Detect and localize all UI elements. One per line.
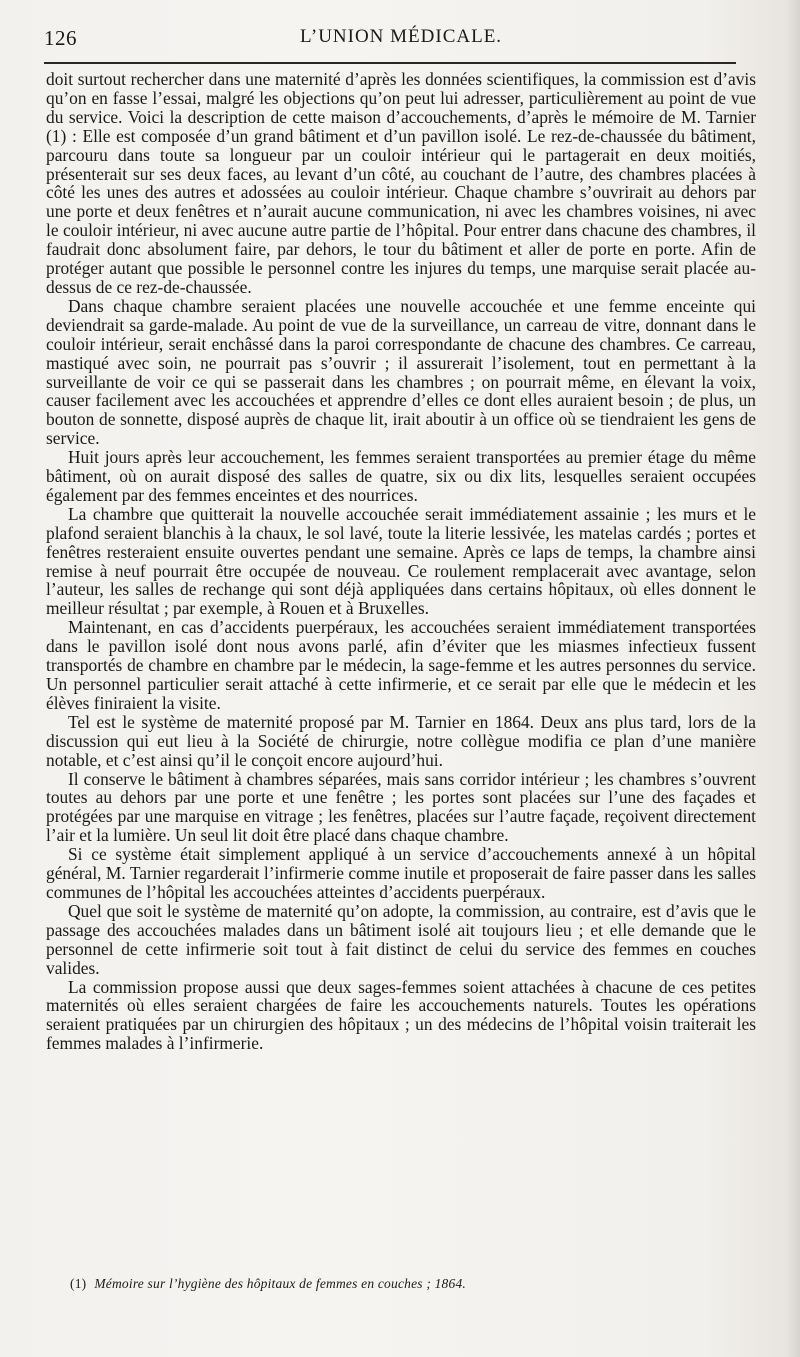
page-edge-shadow [786,0,800,1357]
page-number: 126 [44,26,77,50]
header-rule [44,62,736,64]
paragraph: La chambre que quitterait la nouvelle accouchée serait immédiatement assainie ; les murs et le plafond seraient blanchis à la chaux, le sol lavé, toute la literie lessivée, les matelas cardés ; portes et fenêtres resteraient ensuite ouvertes pendant une semaine. Après ce laps de temps, la chambre ainsi remise à neuf pourrait être occupée de nouveau. Ce roulement remplacerait avec avantage, selon l’auteur, les salles de rechange qui sont déjà appliquées dans certains hôpitaux, où elles donnent le meilleur résultat ; par exemple, à Rouen et à Bruxelles. [46,503,756,619]
footnote-text: Mémoire sur l’hygiène des hôpitaux de femmes en couches ; 1864. [94,1276,466,1291]
paragraph: Huit jours après leur accouchement, les femmes seraient transportées au premier étage du même bâtiment, où on aurait disposé des salles de quatre, six ou dix lits, lesquelles seraient occupées également par des femmes enceintes et des nourrices. [46,447,756,505]
paragraph: Si ce système était simplement appliqué à un service d’accouchements annexé à un hôpital général, M. Tarnier regarderait l’infirmerie comme inutile et proposerait de faire passer dans les salles communes de l’hôpital les accouchées atteintes d’accidents puerpéraux. [46,844,756,902]
paragraph: Dans chaque chambre seraient placées une nouvelle accouchée et une femme enceinte qui deviendrait sa garde-malade. Au point de vue de la surveillance, un carreau de vitre, donnant dans le couloir intérieur, serait enchâssé dans la paroi correspondante de chacune des chambres. Ce carreau, mastiqué avec soin, ne pourrait pas s’ouvrir ; il assurerait l’isolement, tout en permettant à la surveillante de voir ce qui se passerait dans les chambres ; on pourrait même, en élevant la voix, causer facilement avec les accouchées et apprendre d’elles ce dont elles auraient besoin ; de plus, un bouton de sonnette, disposé auprès de chaque lit, irait aboutir à un office où se tiendraient les gens de service. [46,295,756,449]
running-title: L’UNION MÉDICALE. [300,26,503,47]
footnote [70,1276,750,1292]
page-header [44,26,736,60]
footnote-marker: (1) [70,1276,87,1291]
paragraph: doit surtout rechercher dans une maternité d’après les données scientifiques, la commission est d’avis qu’on en fasse l’essai, malgré les objections qu’on peut lui adresser, particulièrement au point de vue du service. Voici la description de cette maison d’accouchements, d’après le mémoire de M. Tarnier (1) : Elle est composée d’un grand bâtiment et d’un pavillon isolé. Le rez-de-chaussée du bâtiment, parcouru dans toute sa longueur par un couloir intérieur qui le partagerait en deux moitiés, présenterait sur ses deux faces, au levant d’un côté, au couchant de l’autre, des chambres placées à côté les unes des autres et adossées au couloir intérieur. Chaque chambre s’ouvrirait au dehors par une porte et deux fenêtres et n’aurait aucune communication, ni avec les chambres voisines, ni avec le couloir intérieur, ni avec aucune autre partie de l’hôpital. Pour entrer dans chacune des chambres, il faudrait donc absolument faire, par dehors, le tour du bâtiment et aller de porte en porte. Afin de protéger autant que possible le personnel contre les injures du temps, une marquise serait placée au-dessus de ce rez-de-chaussée. [46,69,756,297]
paragraph: Quel que soit le système de maternité qu’on adopte, la commission, au contraire, est d’avis que le passage des accouchées malades dans un bâtiment isolé ait toujours lieu ; et elle demande que le personnel de cette infirmerie soit tout à fait distinct de celui du service des femmes en couches valides. [46,900,756,978]
paragraph: Maintenant, en cas d’accidents puerpéraux, les accouchées seraient immédiatement transportées dans le pavillon isolé dont nous avons parlé, afin d’éviter que les miasmes infectieux fussent transportés de chambre en chambre par le médecin, la sage-femme et les autres personnes du service. Un personnel particulier serait attaché à cette infirmerie, et ce serait par elle que le médecin et les élèves finiraient la visite. [46,617,756,713]
paragraph: La commission propose aussi que deux sages-femmes soient attachées à chacune de ces petites maternités où elles seraient chargées de faire les accouchements naturels. Toutes les opérations seraient pratiquées par un chirurgien des hôpitaux ; un des médecins de l’hôpital voisin traiterait les femmes malades à l’infirmerie. [46,976,756,1054]
paragraph: Tel est le système de maternité proposé par M. Tarnier en 1864. Deux ans plus tard, lors de la discussion qui eut lieu à la Société de chirurgie, notre collègue modifia ce plan d’une manière notable, et c’est ainsi qu’il le conçoit encore aujourd’hui. [46,711,756,770]
body-text [46,70,756,1053]
paragraph: Il conserve le bâtiment à chambres séparées, mais sans corridor intérieur ; les chambres s’ouvrent toutes au dehors par une porte et une fenêtre ; les portes sont placées sur l’une des façades et protégées par une marquise en vitrage ; les fenêtres, placées sur l’autre façade, reçoivent directement l’air et la lumière. Un seul lit doit être placé dans chaque chambre. [46,768,756,846]
